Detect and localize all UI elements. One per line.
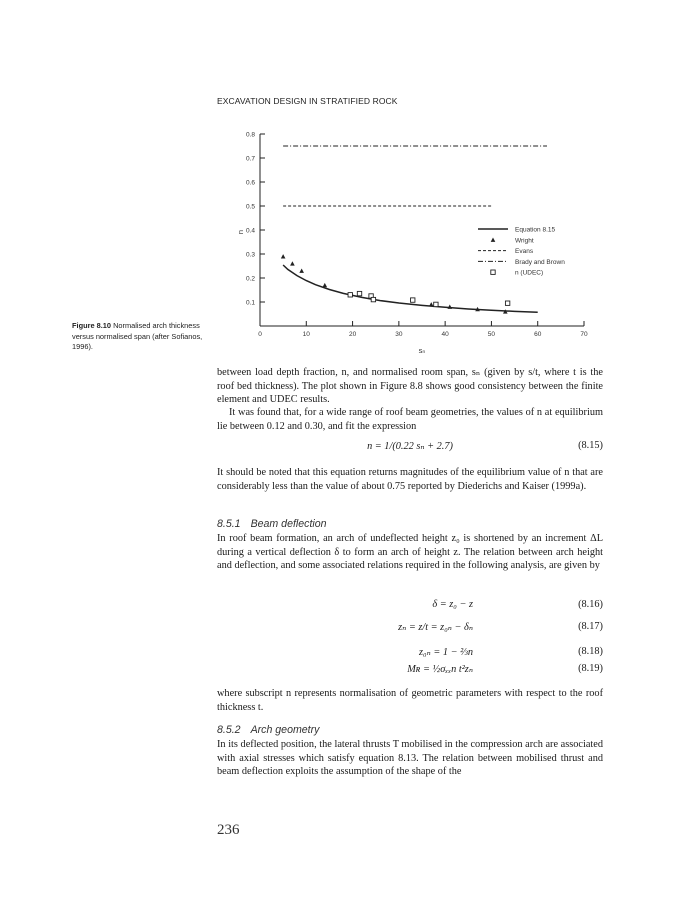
figure-chart — [0, 0, 674, 370]
section-heading-8-5-2 — [217, 724, 329, 736]
paragraph-4: In roof beam formation, an arch of undeflected height z₀ is shortened by an increment ΔL during a vertical deflection δ to form an arch of height z. The relation between arch height and deflection, and some associated relations required in the following analysis, are given by — [217, 533, 603, 572]
x-axis-label: sₙ — [418, 346, 426, 355]
point-wright — [299, 269, 304, 273]
y-tick-label: 0.4 — [245, 227, 255, 235]
equation-8-15 — [217, 440, 603, 454]
figure-caption-text: Normalised arch thickness versus normalised span (after Sofianos, 1996). — [72, 321, 203, 352]
y-tick-label: 0.3 — [245, 251, 255, 259]
equation-number: (8.18) — [578, 646, 603, 657]
y-axis-label: n — [236, 229, 245, 235]
figure-caption — [72, 321, 214, 353]
legend-swatch-wright — [491, 238, 496, 242]
x-tick-label: 50 — [487, 331, 496, 338]
equation-8-19 — [217, 663, 603, 677]
point-n-udec — [371, 297, 375, 301]
y-tick-label: 0.6 — [245, 179, 255, 187]
point-n-udec — [505, 301, 509, 305]
y-tick-label: 0.5 — [245, 203, 255, 211]
page-number: 236 — [217, 822, 240, 838]
section-heading-8-5-1 — [217, 518, 337, 530]
section-title: Beam deflection — [250, 518, 327, 530]
equation-8-17 — [217, 621, 603, 635]
paragraph-6: In its deflected position, the lateral thrusts T mobilised in the compression arch are associated with axial stresses which satisfy equation 8.13. The relation between mobilised thrust and beam deflection exploits the assumption of the shape of the — [217, 739, 603, 778]
section-number: 8.5.1 — [217, 518, 241, 530]
legend-label-equation-8-15: Equation 8.15 — [515, 226, 556, 234]
equation-number: (8.19) — [578, 663, 603, 674]
x-tick-label: 0 — [258, 331, 262, 338]
running-head: EXCAVATION DESIGN IN STRATIFIED ROCK — [217, 96, 398, 106]
equation-expr: Mʀ = ½σₓₓn t²zₙ — [407, 664, 473, 675]
equation-number: (8.17) — [578, 621, 603, 632]
legend-label-evans: Evans — [515, 248, 534, 256]
x-tick-label: 20 — [348, 331, 357, 338]
equation-expr: n = 1/(0.22 sₙ + 2.7) — [367, 441, 453, 452]
legend-label-brady-and-brown: Brady and Brown — [515, 258, 565, 266]
point-n-udec — [348, 293, 352, 297]
x-tick-label: 30 — [395, 331, 403, 338]
paragraph-1: between load depth fraction, n, and normalised room span, sₙ (given by s/t, where t is the roof bed thickness). The plot shown in Figure 8.8 shows good consistency between the finite element and UDEC results. — [217, 367, 603, 406]
x-tick-label: 10 — [302, 331, 310, 338]
point-wright — [290, 261, 295, 265]
point-wright — [281, 254, 286, 258]
legend-label-wright: Wright — [515, 237, 534, 245]
chart-ticks — [246, 132, 588, 339]
equation-expr: z₀ₙ = 1 − ⅔n — [419, 647, 473, 658]
x-tick-label: 40 — [441, 331, 449, 338]
legend-label-n-udec: n (UDEC) — [515, 269, 544, 277]
y-tick-label: 0.1 — [245, 299, 255, 307]
section-title: Arch geometry — [250, 724, 320, 736]
series-equation-8-15 — [283, 265, 538, 312]
equation-8-18 — [217, 646, 603, 660]
y-tick-label: 0.2 — [245, 275, 255, 283]
equation-8-16 — [217, 599, 603, 613]
paragraph-3: It should be noted that this equation returns magnitudes of the equilibrium value of n that are considerably less than the value of about 0.75 reported by Diederichs and Kaiser (1999a). — [217, 467, 603, 492]
section-number: 8.5.2 — [217, 724, 241, 736]
point-n-udec — [434, 302, 438, 306]
equation-number: (8.16) — [578, 599, 603, 610]
paragraph-2: It was found that, for a wide range of roof beam geometries, the values of n at equilibrium lie between 0.12 and 0.30, and fit the expression — [217, 407, 603, 432]
equation-expr: δ = z₀ − z — [432, 599, 473, 610]
figure-label: Figure 8.10 — [72, 321, 112, 330]
x-tick-label: 70 — [580, 331, 588, 338]
chart-series — [281, 146, 547, 314]
y-tick-label: 0.8 — [245, 131, 255, 139]
point-n-udec — [411, 298, 415, 302]
paragraph-5: where subscript n represents normalisation of geometric parameters with respect to the roof thickness t. — [217, 688, 603, 713]
point-wright — [323, 283, 328, 287]
equation-number: (8.15) — [578, 440, 603, 451]
point-wright — [447, 305, 452, 309]
legend-swatch-n-udec — [491, 270, 495, 274]
y-tick-label: 0.7 — [245, 155, 255, 163]
equation-expr: zₙ = z/t = z₀ₙ − δₙ — [398, 622, 473, 633]
chart-axes — [236, 131, 584, 355]
point-wright — [429, 302, 434, 306]
chart-legend — [478, 227, 565, 277]
point-n-udec — [357, 291, 361, 295]
x-tick-label: 60 — [534, 331, 542, 338]
